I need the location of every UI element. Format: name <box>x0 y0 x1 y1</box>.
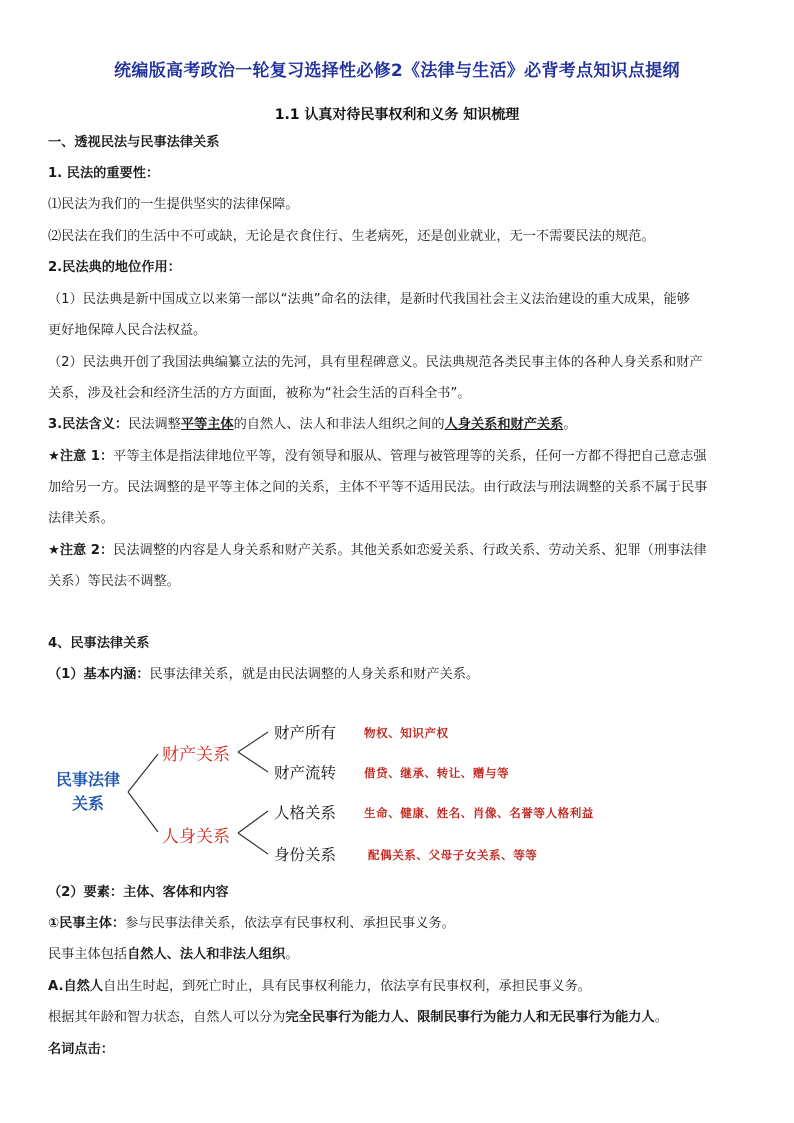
note-1-line-2: 加给另一方。民法调整的是平等主体之间的关系，主体不平等不适用民法。由行政法与刑法调整的关系不属于民事 <box>48 480 708 495</box>
leaf-identity: 身份关系 <box>274 846 337 864</box>
diagram-root-line-1: 民事法律 <box>55 770 120 789</box>
point-3-text-a: 民法调整 <box>128 417 181 432</box>
point-3-equal-subjects: 平等主体 <box>180 417 234 432</box>
point-1-item-2: ⑵民法在我们的生活中不可或缺，无论是衣食住行、生老病死，还是创业就业，无一不需要民法的规范。 <box>48 229 655 244</box>
connector-root-person <box>128 792 158 832</box>
connector-property-ownership <box>238 732 268 752</box>
point-1-heading: 1. 民法的重要性： <box>48 166 160 181</box>
point-3-label: 3.民法含义： <box>48 417 129 432</box>
document-title: 统编版高考政治一轮复习选择性必修2《法律与生活》必背考点知识点提纲 <box>114 61 680 81</box>
point-3-relations: 人身关系和财产关系 <box>444 417 564 432</box>
terms-heading: 名词点击： <box>48 1042 114 1057</box>
point-2-item-2-line-1: （2）民法典开创了我国法典编纂立法的先河，具有里程碑意义。民法典规范各类民事主体的各种人身关系和财产 <box>48 355 703 370</box>
connector-person-identity <box>238 833 268 854</box>
note-2-line-1 <box>48 541 754 561</box>
point-3-definition <box>48 415 754 435</box>
connector-person-personality <box>238 811 268 833</box>
capacity-classification <box>48 1008 754 1028</box>
basic-meaning <box>48 665 754 685</box>
diagram-root-line-2: 关系 <box>71 794 104 813</box>
civil-subject-label: ①民事主体： <box>48 916 126 931</box>
section-heading-4: 4、民事法律关系 <box>48 636 150 651</box>
civil-subject-types-b: 自然人、法人和非法人组织 <box>127 947 286 962</box>
note-1-line-3: 法律关系。 <box>48 511 114 526</box>
example-personality: 生命、健康、姓名、肖像、名誉等人格利益 <box>364 806 594 820</box>
leaf-flow: 财产流转 <box>274 764 337 782</box>
diagram-connectors <box>40 706 680 876</box>
basic-meaning-label: （1）基本内涵： <box>48 667 150 682</box>
civil-subject <box>48 914 754 934</box>
branch-person: 人身关系 <box>162 827 230 847</box>
branch-property: 财产关系 <box>162 745 230 765</box>
point-2-item-2-line-2: 关系，涉及社会和经济生活的方方面面，被称为“社会生活的百科全书”。 <box>48 386 471 401</box>
section-subtitle: 1.1 认真对待民事权利和义务 知识梳理 <box>274 107 520 123</box>
natural-person <box>48 977 754 997</box>
civil-subject-types-c: 。 <box>285 947 299 962</box>
basic-meaning-text: 民事法律关系，就是由民法调整的人身关系和财产关系。 <box>149 667 480 682</box>
example-identity: 配偶关系、父母子女关系、等等 <box>368 848 538 862</box>
leaf-personality: 人格关系 <box>274 804 337 822</box>
capacity-b: 完全民事行为能力人、限制民事行为能力人和无民事行为能力人 <box>285 1010 655 1025</box>
note-1-line-1 <box>48 447 754 467</box>
point-2-heading: 2.民法典的地位作用： <box>48 260 181 275</box>
connector-property-flow <box>238 752 268 772</box>
point-2-item-1-line-1: （1）民法典是新中国成立以来第一部以“法典”命名的法律，是新时代我国社会主义法治建设的重大成果，能够 <box>48 292 690 307</box>
point-2-item-1-line-2: 更好地保障人民合法权益。 <box>48 323 207 338</box>
civil-subject-types <box>48 945 754 965</box>
connector-root-property <box>128 754 158 792</box>
elements-heading: （2）要素：主体、客体和内容 <box>48 885 229 900</box>
point-3-text-c: 。 <box>563 417 577 432</box>
civil-subject-text: 参与民事法律关系，依法享有民事权利、承担民事义务。 <box>125 916 455 931</box>
example-flow: 借贷、继承、转让、赠与等 <box>364 766 510 780</box>
point-1-item-1: ⑴民法为我们的一生提供坚实的法律保障。 <box>48 197 299 212</box>
civil-subject-types-a: 民事主体包括 <box>48 947 128 962</box>
natural-person-a: A. <box>48 979 64 994</box>
natural-person-b: 自然人 <box>63 979 104 994</box>
note-2-line-2: 关系）等民法不调整。 <box>48 574 180 589</box>
natural-person-c: 自出生时起，到死亡时止，具有民事权利能力，依法享有民事权利，承担民事义务。 <box>103 979 591 994</box>
leaf-ownership: 财产所有 <box>274 724 337 742</box>
note-1-text-1: 平等主体是指法律地位平等，没有领导和服从、管理与被管理等的关系，任何一方都不得把自己意志强 <box>113 449 707 464</box>
diagram-root <box>48 768 128 816</box>
section-heading-1: 一、透视民法与民事法律关系 <box>48 135 220 150</box>
note-1-label: ★注意 1： <box>48 449 114 464</box>
example-ownership: 物权、知识产权 <box>364 726 449 740</box>
point-3-text-b: 的自然人、法人和非法人组织之间的 <box>233 417 445 432</box>
capacity-a: 根据其年龄和智力状态，自然人可以分为 <box>48 1010 286 1025</box>
note-2-text-1: 民法调整的内容是人身关系和财产关系。其他关系如恋爱关系、行政关系、劳动关系、犯罪（刑事法律 <box>113 543 707 558</box>
civil-relations-diagram <box>40 706 680 876</box>
capacity-c: 。 <box>654 1010 668 1025</box>
note-2-label: ★注意 2： <box>48 543 114 558</box>
